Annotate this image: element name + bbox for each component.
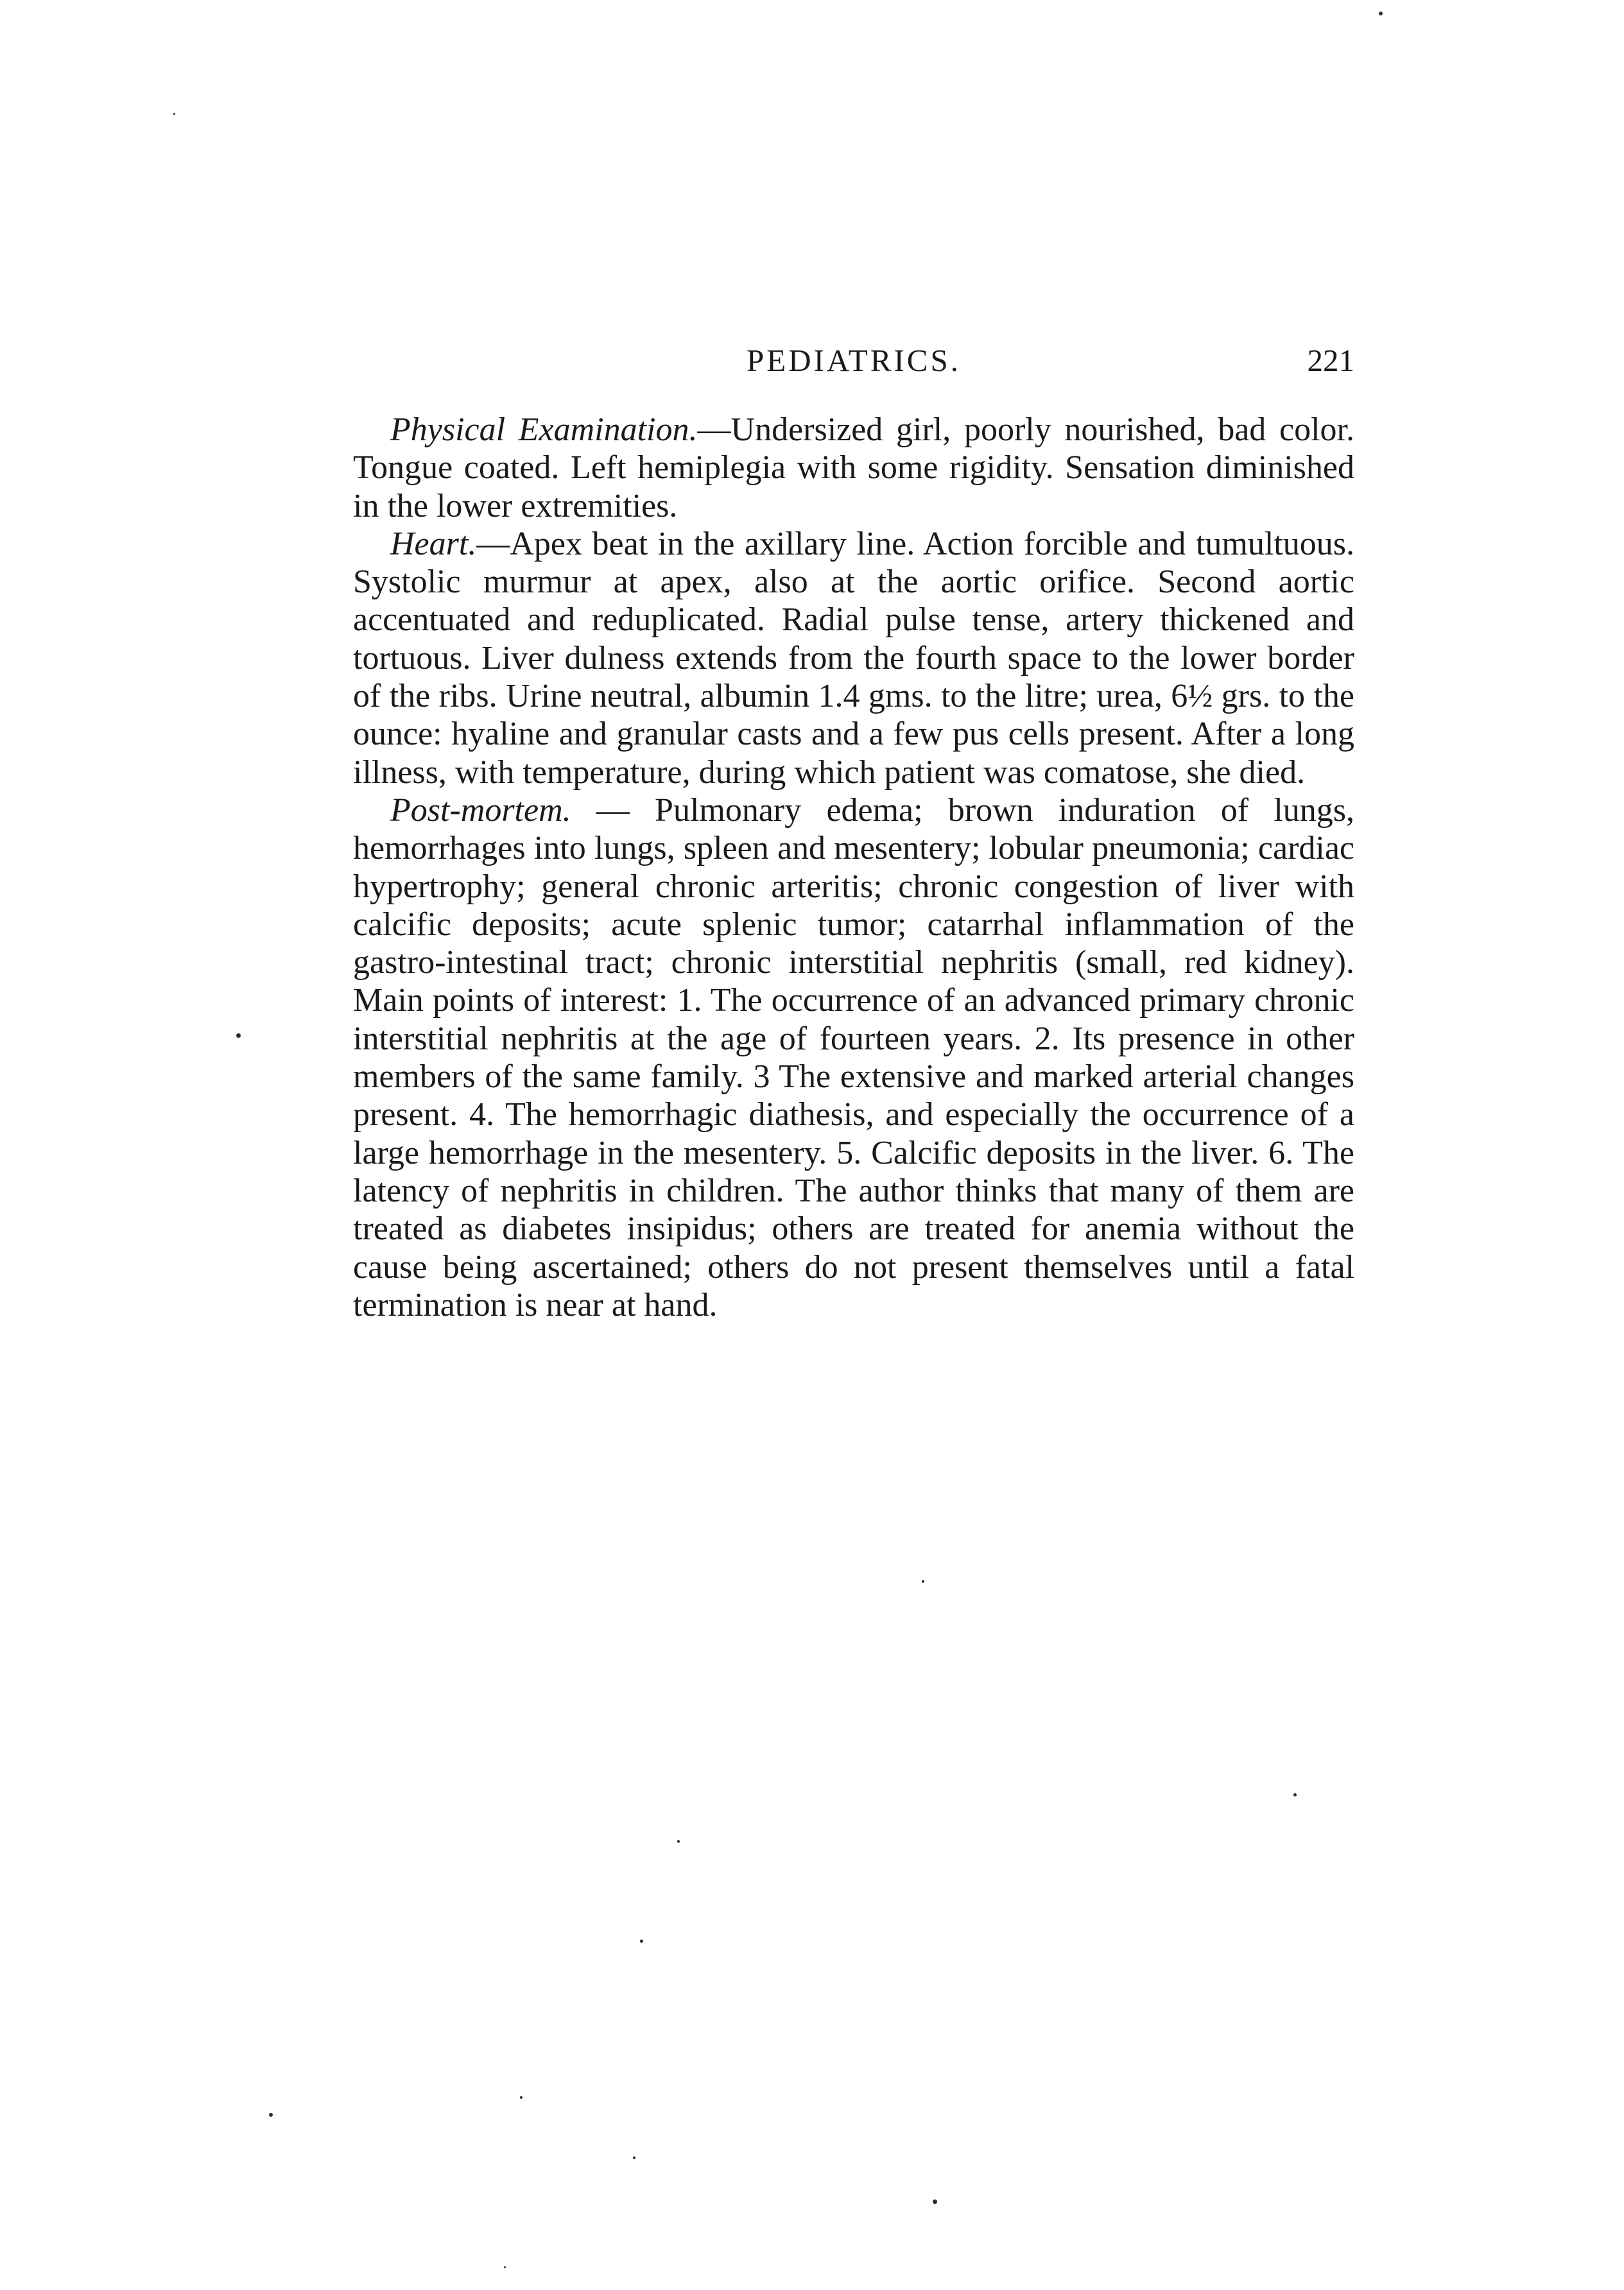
scan-speck [236,1033,241,1038]
scan-speck [633,2157,635,2159]
paragraph-post-mortem [353,791,1354,1324]
scan-speck [1293,1793,1297,1796]
paragraph-heart [353,525,1354,791]
scan-speck [173,113,175,115]
paragraph-physical-examination [353,411,1354,525]
body-text [353,411,1354,1324]
scan-speck [933,2200,937,2204]
paragraph-lead: Heart. [390,525,477,562]
paragraph-text: — Pulmonary edema; brown induration of lungs, hemorrhages into lungs, spleen and mesentery; lobular pneumonia; cardiac hypertrophy; general chronic arteritis; chronic congestion of liver with calcific deposits; acute splenic tumor; catarrhal inflammation of the gastro-intestinal tract; chronic interstitial nephritis (small, red kidney). Main points of interest: 1. The occurrence of an advanced primary chronic interstitial nephritis at the age of fourteen years. 2. Its presence in other members of the same family. 3 The extensive and marked arterial changes present. 4. The hemorrhagic diathesis, and especially the occurrence of a large hemorrhage in the mesentery. 5. Calcific deposits in the liver. 6. The latency of nephritis in children. The author thinks that many of them are treated as diabetes insipidus; others are treated for anemia without the cause being ascertained; others do not present themselves until a fatal termination is near at hand. [353,791,1354,1323]
page-number: 221 [1307,343,1354,378]
running-head: PEDIATRICS. [747,343,961,378]
scan-speck [520,2096,523,2099]
page-header [353,342,1354,393]
scan-speck [677,1840,680,1843]
paragraph-lead: Post-mortem. [390,791,571,829]
scan-speck [922,1580,924,1583]
paragraph-text: —Undersized girl, poorly nourished, bad color. Tongue coated. Left hemiplegia with some rigidity. Sensation diminished in the lower extremities. [353,411,1354,524]
scan-speck [269,2113,273,2117]
paragraph-lead: Physical Examination. [390,411,698,448]
paragraph-text: —Apex beat in the axillary line. Action forcible and tumultuous. Systolic murmur at apex, also at the aortic orifice. Second aortic accentuated and reduplicated. Radial pulse tense, artery thickened and tortuous. Liver dulness extends from the fourth space to the lower border of the ribs. Urine neutral, albumin 1.4 gms. to the litre; urea, 6½ grs. to the ounce: hyaline and granular casts and a few pus cells present. After a long illness, with temperature, during which patient was comatose, she died. [353,525,1354,791]
scan-speck [640,1940,643,1943]
scan-speck [504,2266,506,2268]
scan-speck [1379,12,1383,15]
